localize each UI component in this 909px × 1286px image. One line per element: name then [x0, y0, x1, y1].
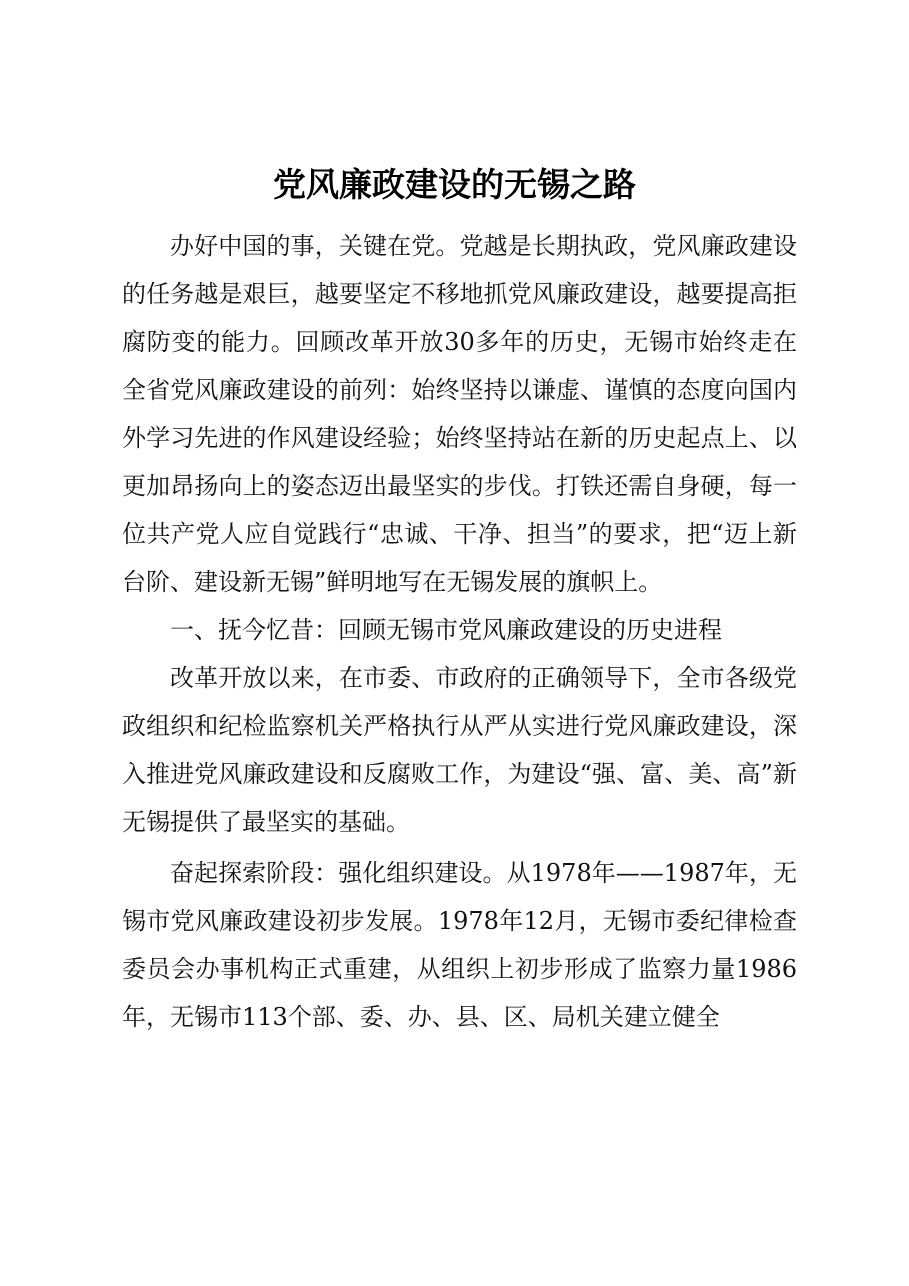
section-heading-1: 一、抚今忆昔：回顾无锡市党风廉政建设的历史进程 — [170, 616, 722, 644]
paragraph-exploration-stage: 奋起探索阶段：强化组织建设。从1978年——1987年，无锡市党风廉政建设初步发展。1978年12月，无锡市委纪律检查委员会办事机构正式重建，从组织上初步形成了监察力量1986年，无锡市113个部、委、办、县、区、局机关建立健全 — [122, 859, 797, 1031]
paragraph-reform: 改革开放以来，在市委、市政府的正确领导下，全市各级党政组织和纪检监察机关严格执行从严从实进行党风廉政建设，深入推进党风廉政建设和反腐败工作，为建设“强、富、美、高”新无锡提供了最坚实的基础。 — [122, 664, 797, 836]
paragraph-intro: 办好中国的事，关键在党。党越是长期执政，党风廉政建设的任务越是艰巨，越要坚定不移地抓党风廉政建设，越要提高拒腐防变的能力。回顾改革开放30多年的历史，无锡市始终走在全省党风廉政建设的前列：始终坚持以谦虚、谨慎的态度向国内外学习先进的作风建设经验；始终坚持站在新的历史起点上、以更加昂扬向上的姿态迈出最坚实的步伐。打铁还需自身硬，每一位共产党人应自觉践行“忠诚、干净、担当”的要求，把“迈上新台阶、建设新无锡”鲜明地写在无锡发展的旗帜上。 — [122, 232, 797, 596]
document-title: 党风廉政建设的无锡之路 — [273, 165, 636, 204]
document-body — [122, 222, 797, 1041]
